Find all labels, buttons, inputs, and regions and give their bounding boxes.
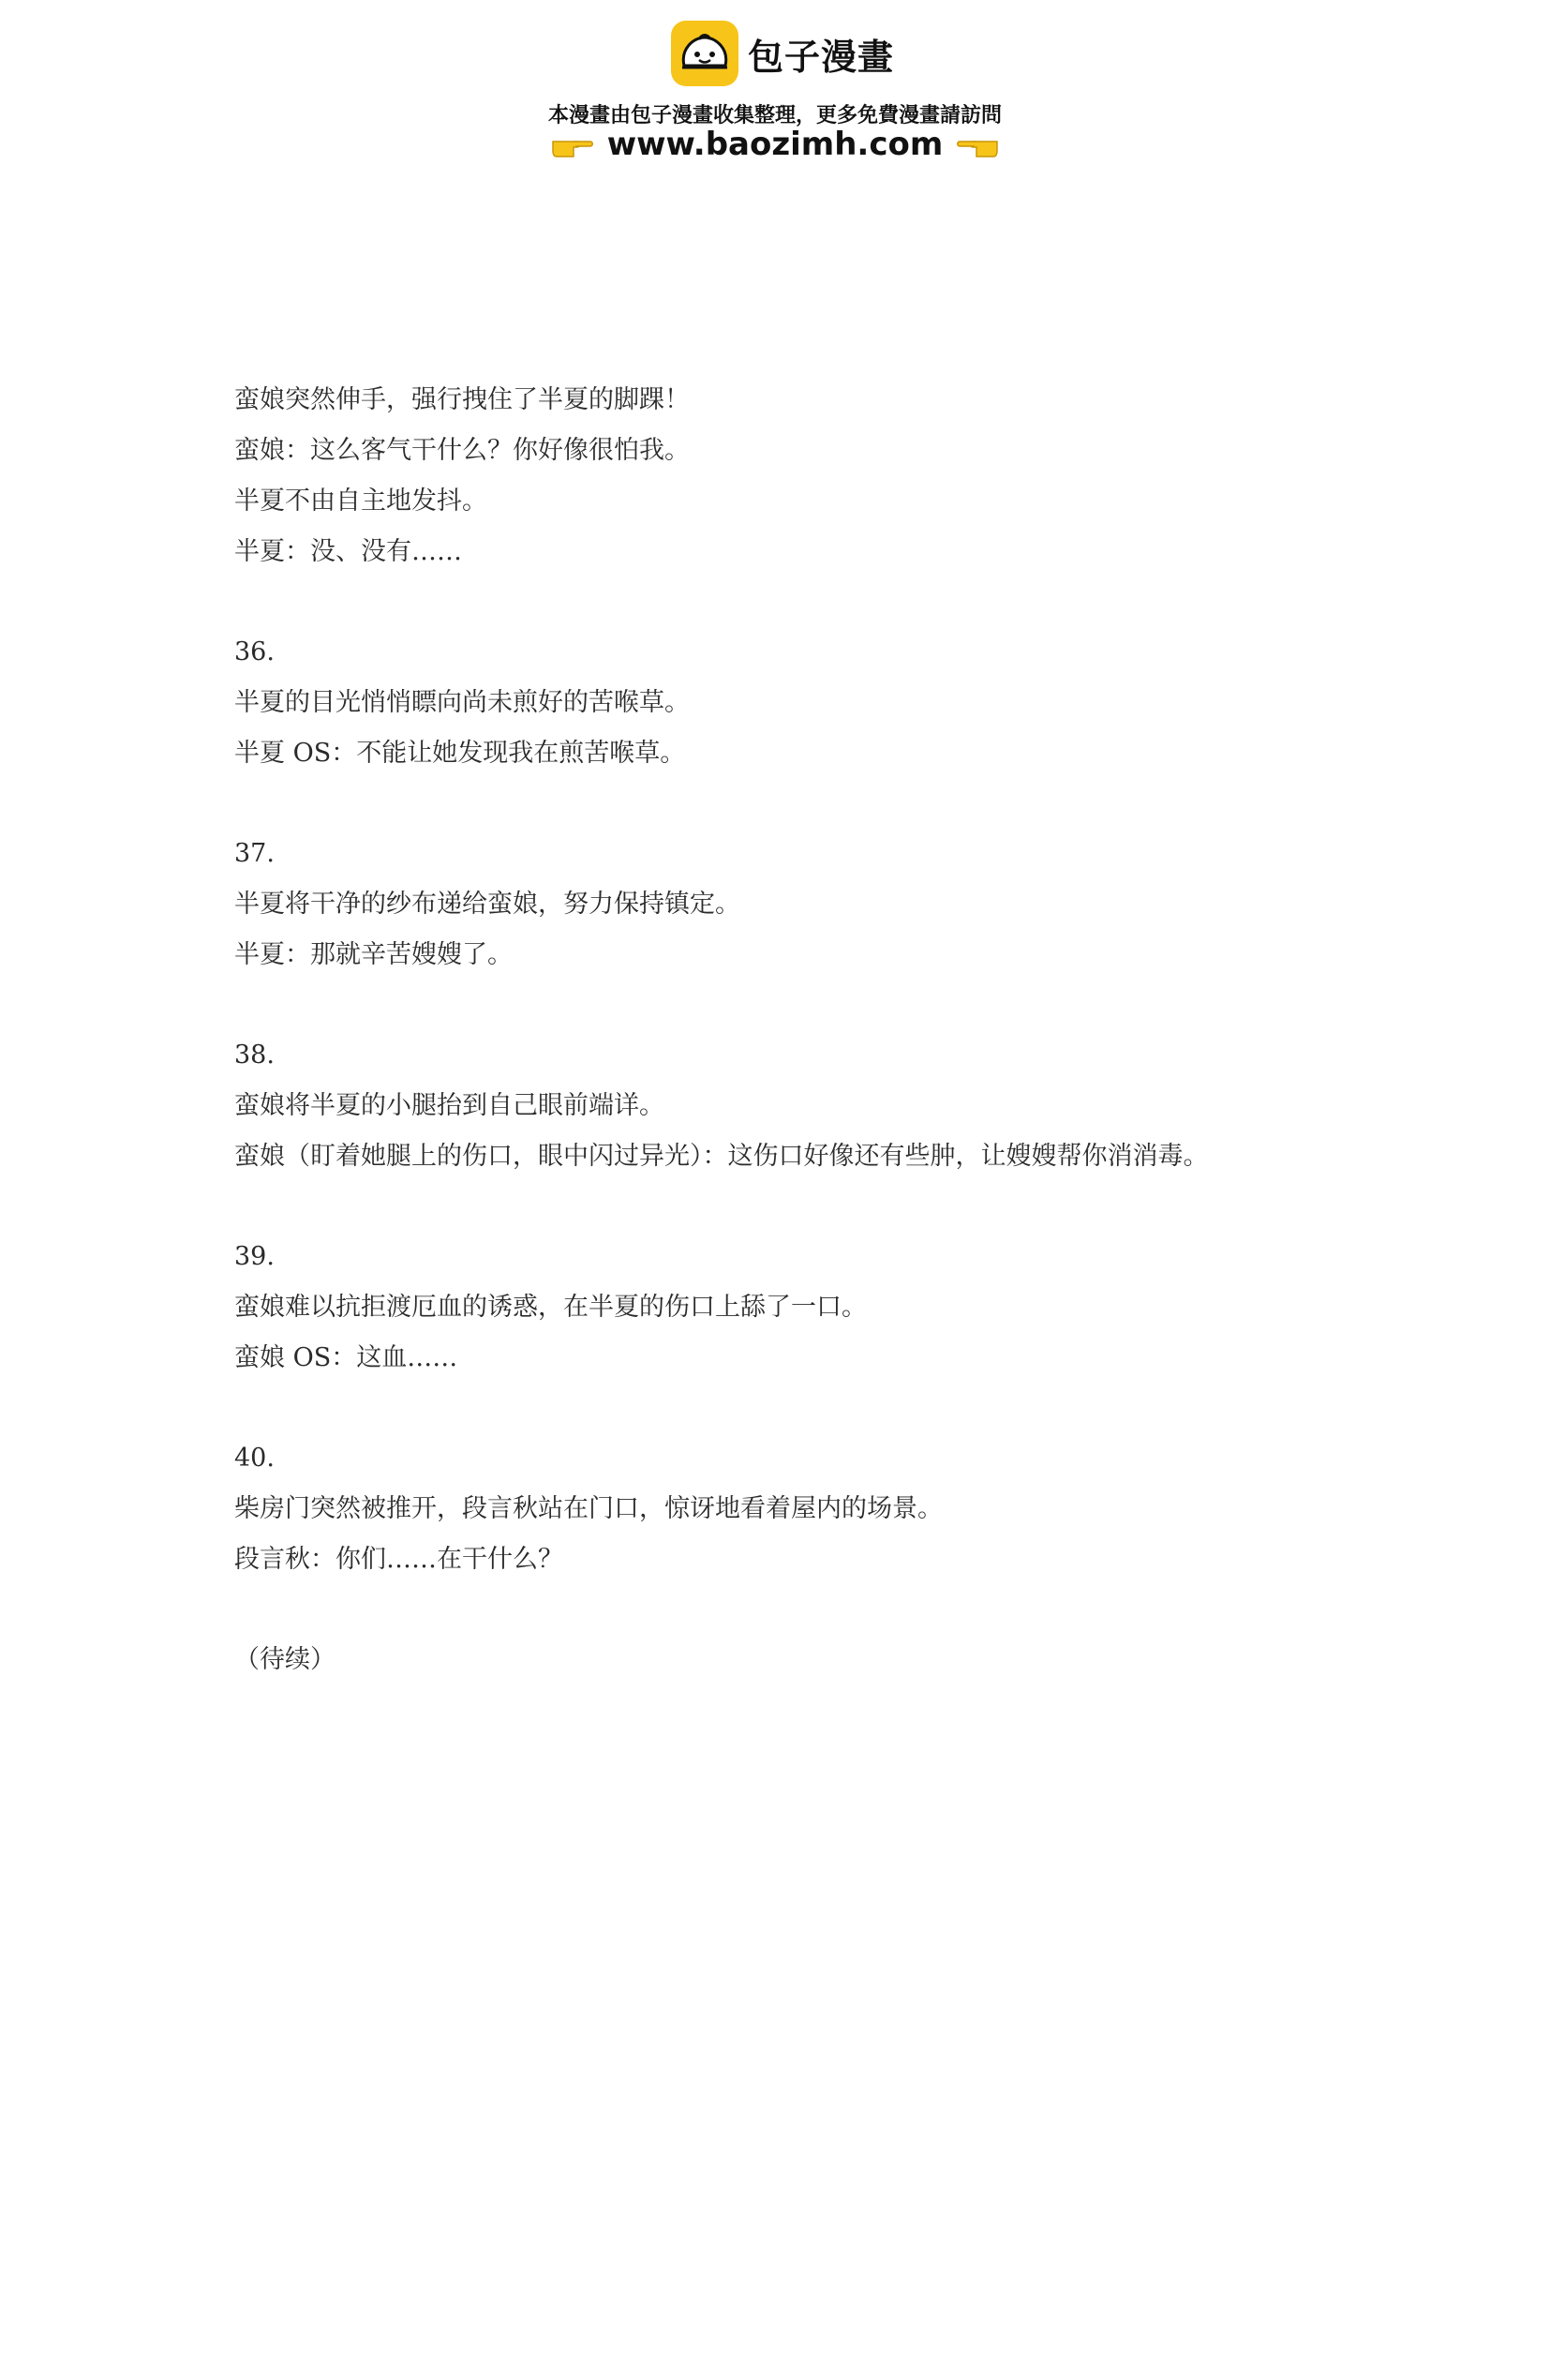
site-url-link[interactable]: www.baozimh.com — [606, 126, 944, 163]
script-line: 蛮娘（盯着她腿上的伤口，眼中闪过异光）：这伤口好像还有些肿，让嫂嫂帮你消消毒。 — [234, 1142, 1209, 1171]
tagline: 本漫畫由包子漫畫收集整理，更多免費漫畫請訪問 — [547, 104, 1002, 127]
paragraph-gap — [234, 1182, 1453, 1232]
script-line: 半夏：那就辛苦嫂嫂了。 — [234, 940, 513, 969]
bun-face-logo-icon — [671, 21, 738, 86]
pointing-left-hand-icon — [956, 128, 1001, 160]
script-line: 半夏 OS：不能让她发现我在煎苦喉草。 — [234, 739, 686, 768]
brand-name: 包子漫畫 — [748, 36, 895, 78]
script-line: 蛮娘突然伸手，强行拽住了半夏的脚踝！ — [234, 385, 690, 414]
script-line: 半夏不由自主地发抖。 — [234, 486, 487, 516]
script-line: 半夏将干净的纱布递给蛮娘，努力保持镇定。 — [234, 890, 740, 919]
to-be-continued: （待续） — [234, 1645, 335, 1674]
scene-number: 38. — [234, 1040, 275, 1070]
script-line: 段言秋：你们……在干什么？ — [234, 1545, 563, 1574]
scene-number: 39. — [234, 1242, 275, 1271]
script-text-body — [234, 375, 1453, 1685]
script-line: 蛮娘将半夏的小腿抬到自己眼前端详。 — [234, 1091, 664, 1120]
scene-block — [234, 627, 1453, 779]
paragraph-gap — [234, 980, 1453, 1030]
script-line: 蛮娘难以抗拒渡厄血的诱惑，在半夏的伤口上舔了一口。 — [234, 1293, 867, 1322]
scene-number: 37. — [234, 839, 275, 868]
scene-block — [234, 375, 1453, 577]
script-line: 柴房门突然被推开，段言秋站在门口，惊讶地看着屋内的场景。 — [234, 1494, 943, 1523]
scene-number: 36. — [234, 637, 275, 666]
site-watermark-header — [0, 0, 1550, 187]
paragraph-gap — [234, 1384, 1453, 1433]
scene-block — [234, 829, 1453, 980]
script-line: 蛮娘：这么客气干什么？你好像很怕我。 — [234, 436, 690, 465]
paragraph-gap — [234, 577, 1453, 627]
scene-block — [234, 1635, 1453, 1685]
scene-block — [234, 1030, 1453, 1182]
pointing-right-hand-icon — [549, 128, 594, 160]
scene-block — [234, 1433, 1453, 1585]
brand-row[interactable] — [671, 21, 894, 86]
script-line: 半夏的目光悄悄瞟向尚未煎好的苦喉草。 — [234, 688, 690, 717]
paragraph-gap — [234, 779, 1453, 829]
script-line: 蛮娘 OS：这血…… — [234, 1343, 458, 1372]
url-row[interactable] — [0, 126, 1550, 163]
scene-number: 40. — [234, 1444, 275, 1473]
scene-block — [234, 1232, 1453, 1384]
paragraph-gap — [234, 1585, 1453, 1635]
script-line: 半夏：没、没有…… — [234, 537, 462, 566]
